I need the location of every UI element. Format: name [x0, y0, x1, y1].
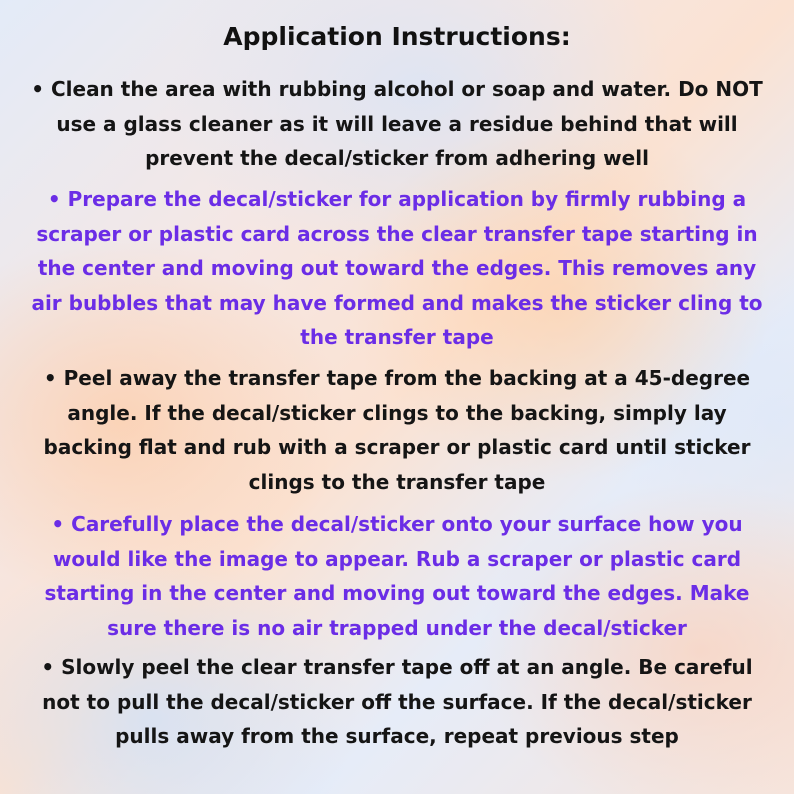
instruction-step-peel-backing: • Peel away the transfer tape from the backing at a 45-degree angle. If the decal/sticker clings to the backing, simply lay backing flat and rub with a scraper or plastic card until sticker clings to the transfer tape [43, 366, 751, 494]
instruction-step-place: • Carefully place the decal/sticker onto your surface how you would like the image to appear. Rub a scraper or plastic card starting in the center and moving out toward the edges. Make sure there is no air trapped under the decal/sticker [44, 512, 750, 640]
instruction-step-peel-tape: • Slowly peel the clear transfer tape off at an angle. Be careful not to pull the decal/sticker off the surface. If the decal/sticker pulls away from the surface, repeat previous step [41, 655, 753, 748]
page-title: Application Instructions: [223, 22, 571, 51]
instruction-step-clean: • Clean the area with rubbing alcohol or soap and water. Do NOT use a glass cleaner as it will leave a residue behind that will prevent the decal/sticker from adhering well [31, 77, 763, 170]
instruction-step-prepare: • Prepare the decal/sticker for application by firmly rubbing a scraper or plastic card across the clear transfer tape starting in the center and moving out toward the edges. This removes any air bubbles that may have formed and makes the sticker cling to the transfer tape [31, 187, 763, 349]
